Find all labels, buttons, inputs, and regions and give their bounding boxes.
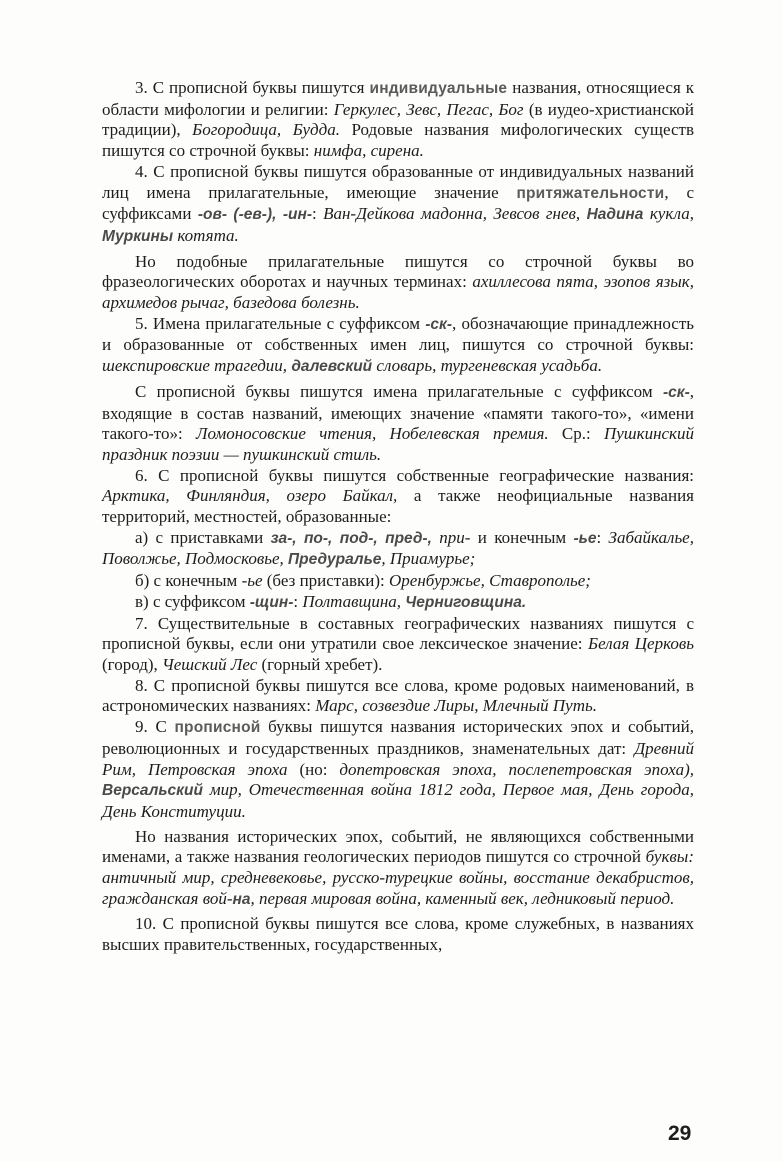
paragraph-rule-6b: б) с конечным -ье (без приставки): Оренбуржье, Ставрополье; <box>135 571 591 591</box>
suffix-text: -ье <box>241 571 263 591</box>
suffix-text: при- <box>439 527 471 547</box>
paragraph-rule-6a: а) с приставками за-, по-, под-, пред-, при- и конечным -ье: Забайкалье, Поволжье, Подмосковье, Предуралье, Приамурье; <box>102 527 694 569</box>
paragraph-rule-5: 5. Имена прилагательные с суффиксом -ск-, обозначающие принадлежность и образованные от собственных имен лиц, пишутся со строчной буквы: шекспировские трагедии, далевский словарь, тургеневская усадьба. <box>102 313 694 376</box>
suffix-text: -ье <box>573 529 597 547</box>
example-text: ахиллесова пята, эзопов язык, архимедов рычаг, базедова болезнь. <box>102 272 694 313</box>
example-text: допетровская эпоха, послепетровская эпоха), <box>339 759 694 779</box>
paragraph-rule-9-note: Но названия исторических эпох, событий, не являющихся собственными именами, а также названия геологических периодов пишутся со строчной буквы: античный мир, средневековье, русско-турецкие войны, восстание декабристов, гражданская вой-на, первая мировая война, каменный век, ледниковый период. <box>102 826 694 908</box>
example-text: буквы: античный мир, средневековье, русско-турецкие войны, восстание декабристов, гражданская вой- <box>102 847 694 908</box>
example-text: Чешский Лес <box>162 654 258 674</box>
example-text: , Приамурье; <box>381 549 476 569</box>
example-text: мир, Отечественная война 1812 года, Первое мая, День города, День Конституции. <box>102 780 694 821</box>
paragraph-rule-7: 7. Существительные в составных географических названиях пишутся с прописной буквы, если они утратили свое лексическое значение: Белая Церковь (город), Чешский Лес (горный хребет). <box>102 613 694 674</box>
example-text: Белая Церковь <box>588 634 694 654</box>
paragraph-rule-3: 3. С прописной буквы пишутся индивидуальные названия, относящиеся к области мифологии и религии: Геркулес, Зевс, Пегас, Бог (в иудео-христианской традиции), Богородица, Будда. Родовые названия мифологических существ пишутся со строчной буквы: нимфа, сирена. <box>102 78 694 161</box>
paragraph-rule-6c: в) с суффиксом -щин-: Полтавщина, Черниговщина. <box>135 591 527 611</box>
suffix-text: -щин- <box>249 593 294 611</box>
paragraph-rule-8: 8. С прописной буквы пишутся все слова, кроме родовых наименований, в астрономических названиях: Марс, созвездие Лиры, Млечный Путь. <box>102 675 694 716</box>
highlighted-term: Муркины <box>102 227 174 245</box>
suffix-text: -ов- (-ев-), -ин- <box>197 206 312 224</box>
example-text: Ван-Дейкова мадонна, <box>323 204 494 224</box>
highlighted-term: Предуралье <box>288 551 382 569</box>
suffix-text: -ск- <box>662 383 690 401</box>
suffix-text: за-, по-, под-, пред-, <box>270 529 440 547</box>
paragraph-rule-4: 4. С прописной буквы пишутся образованные от индивидуальных названий лиц имена прилагательные, имеющие значение притяжательности, с суффиксами -ов- (-ев-), -ин-: Ван-Дейкова мадонна, Зевсов гнев, Надина кукла, Муркины котята. <box>102 161 694 245</box>
example-text: словарь, тургеневская усадьба. <box>372 356 603 376</box>
paragraph-rule-4-note: Но подобные прилагательные пишутся со строчной буквы во фразеологических оборотах и научных терминах: ахиллесова пята, эзопов язык, архимедов рычаг, базедова болезнь. <box>102 251 694 313</box>
paragraph-rule-5-note: С прописной буквы пишутся имена прилагательные с суффиксом -ск-, входящие в состав названий, имеющих значение «памяти такого-то», «имени такого-то»: Ломоносовские чтения, Нобелевская премия. Ср.: Пушкинский праздник поэзии — пушкинский стиль. <box>102 381 695 464</box>
example-text: Пушкинский праздник поэзии — пушкинский стиль. <box>102 424 695 464</box>
example-text: Оренбуржье, Ставрополье; <box>389 571 591 591</box>
highlighted-term: Версальский <box>102 782 203 800</box>
example-text: Богородица, Будда. <box>192 120 340 140</box>
example-text: Древний Рим, Петровская эпоха <box>102 738 694 779</box>
paragraph-rule-10: 10. С прописной буквы пишутся все слова, кроме служебных, в названиях высших правительственных, государственных, <box>102 914 694 955</box>
example-text: кукла, <box>643 204 694 224</box>
example-text: Забайкалье, Поволжье, Подмосковье, <box>102 527 694 569</box>
highlighted-term: Надина <box>586 206 644 224</box>
example-text: Геркулес, Зевс, Пегас, Бог <box>333 99 524 119</box>
example-text: Зевсов гнев, <box>493 204 587 224</box>
suffix-text: -ск- <box>425 315 453 333</box>
paragraph-rule-6: 6. С прописной буквы пишутся собственные географические названия: Арктика, Финляндия, озеро Байкал, а также неофициальные названия территорий, местностей, образованные: <box>102 465 694 527</box>
highlighted-term: прописной <box>174 719 261 737</box>
example-text: шекспировские трагедии, <box>102 356 292 376</box>
example-text: Марс, созвездие Лиры, Млечный Путь. <box>315 696 597 716</box>
highlighted-term: Черниговщина. <box>405 593 527 611</box>
example-text: Ломоносовские чтения, Нобелевская премия. <box>195 424 549 444</box>
highlighted-term: далевский <box>291 358 373 376</box>
highlighted-term: индивидуальные <box>369 80 508 97</box>
example-text: , первая мировая война, каменный век, ледниковый период. <box>250 888 675 908</box>
body-text <box>102 78 694 956</box>
example-text: Арктика, Финляндия, озеро Байкал, <box>102 486 398 506</box>
page-number: 29 <box>668 1122 692 1145</box>
example-text: котята. <box>173 225 239 245</box>
highlighted-term: притяжательности <box>516 184 665 202</box>
example-text: нимфа, сирена. <box>313 141 424 161</box>
highlighted-term: на <box>232 890 251 908</box>
example-text: Полтавщина, <box>302 591 406 611</box>
paragraph-rule-9: 9. С прописной буквы пишутся названия исторических эпох и событий, революционных и государственных праздников, знаменательных дат: Древний Рим, Петровская эпоха (но: допетровская эпоха, послепетровская эпоха), Версальский мир, Отечественная война 1812 года, Первое мая, День города, День Конституции. <box>102 717 694 821</box>
